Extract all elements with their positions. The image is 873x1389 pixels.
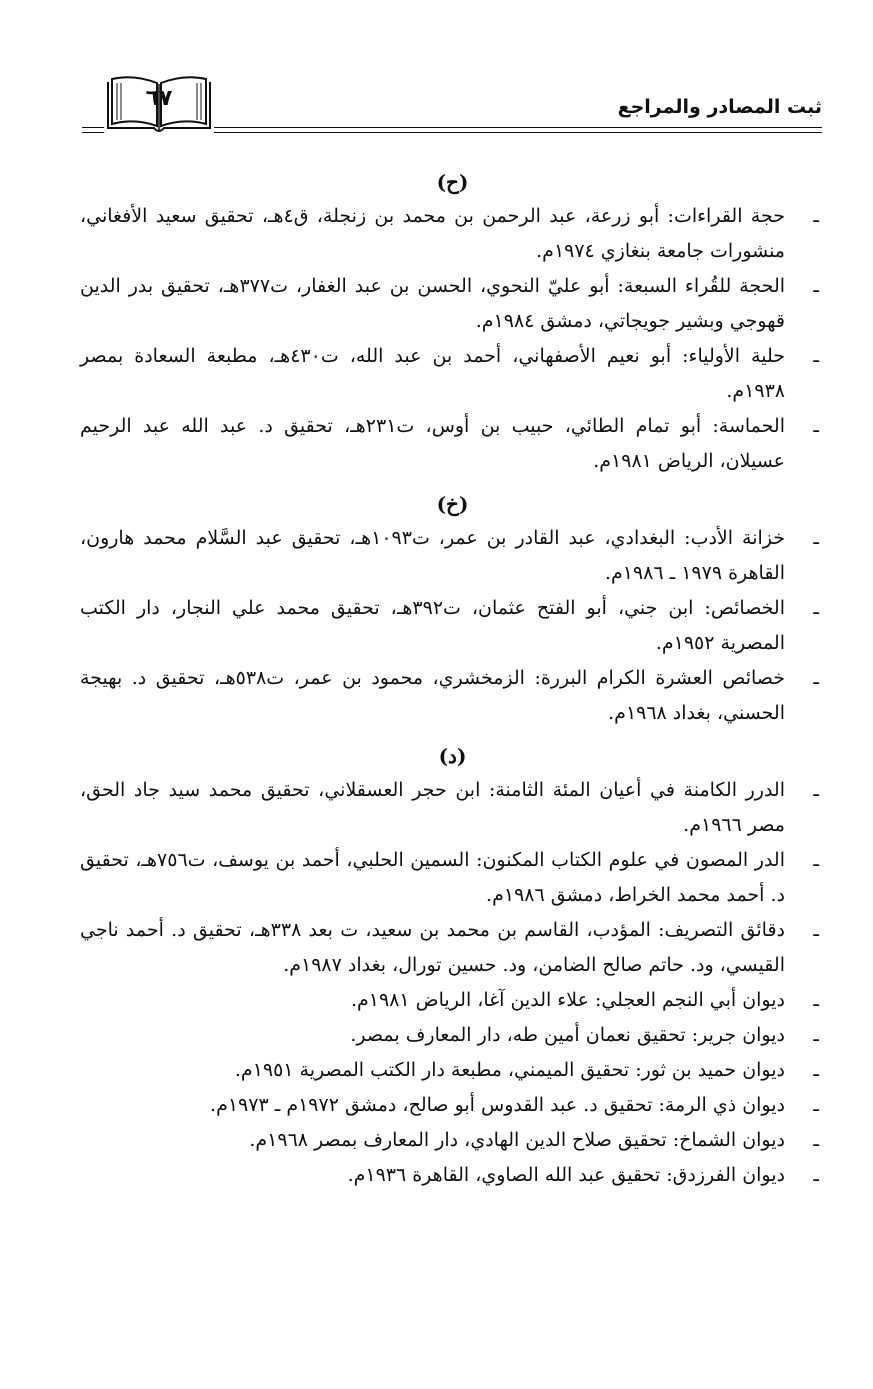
page-header	[82, 72, 822, 142]
list-item	[80, 1088, 825, 1123]
list-bullet: ـ	[813, 275, 819, 297]
list-bullet: ـ	[813, 1094, 819, 1116]
list-item	[80, 1053, 825, 1088]
entry-text: خزانة الأدب: البغدادي، عبد القادر بن عمر، ت١٠٩٣هـ، تحقيق عبد السَّلام محمد هارون، القاهرة ١٩٧٩ ـ ١٩٨٦م.	[80, 527, 785, 584]
entry-text: ديوان الشماخ: تحقيق صلاح الدين الهادي، دار المعارف بمصر ١٩٦٨م.	[249, 1129, 785, 1151]
entry-text: خصائص العشرة الكرام البررة: الزمخشري، محمود بن عمر، ت٥٣٨هـ، تحقيق د. بهيجة الحسني، بغداد ١٩٦٨م.	[80, 667, 786, 724]
list-item	[80, 521, 825, 591]
list-item	[80, 1158, 825, 1193]
section-gap	[80, 731, 825, 739]
list-item	[80, 339, 825, 409]
list-bullet: ـ	[813, 527, 819, 549]
list-bullet: ـ	[813, 1059, 819, 1081]
entry-text: دقائق التصريف: المؤدب، القاسم بن محمد بن سعيد، ت بعد ٣٣٨هـ، تحقيق د. أحمد ناجي القيسي، ود. حاتم صالح الضامن، ود. حسين تورال، بغداد ١٩٨٧م.	[80, 919, 785, 976]
list-item	[80, 773, 825, 843]
list-item	[80, 269, 825, 339]
list-bullet: ـ	[813, 667, 819, 689]
list-item	[80, 983, 825, 1018]
list-bullet: ـ	[813, 849, 819, 871]
section-gap	[80, 479, 825, 487]
list-bullet: ـ	[813, 415, 819, 437]
entry-text: الحماسة: أبو تمام الطائي، حبيب بن أوس، ت٢٣١هـ، تحقيق د. عبد الله عبد الرحيم عسيلان، الرياض ١٩٨١م.	[80, 415, 785, 472]
entry-text: الخصائص: ابن جني، أبو الفتح عثمان، ت٣٩٢هـ، تحقيق محمد علي النجار، دار الكتب المصرية ١٩٥٢م.	[80, 597, 785, 654]
list-bullet: ـ	[813, 989, 819, 1011]
list-item	[80, 199, 825, 269]
list-bullet: ـ	[813, 919, 819, 941]
references-list	[80, 165, 825, 1193]
list-item	[80, 1123, 825, 1158]
section-heading-ha: (ح)	[436, 170, 469, 194]
entry-text: ديوان الفرزدق: تحقيق عبد الله الصاوي، القاهرة ١٩٣٦م.	[347, 1164, 785, 1186]
page-number: ٦٧	[145, 86, 173, 111]
list-item	[80, 409, 825, 479]
entry-text: الدرر الكامنة في أعيان المئة الثامنة: ابن حجر العسقلاني، تحقيق محمد سيد جاد الحق، مصر ١٩٦٦م.	[80, 779, 785, 836]
entry-text: الحجة للقُراء السبعة: أبو عليّ النحوي، الحسن بن عبد الغفار، ت٣٧٧هـ، تحقيق بدر الدين قهوجي وبشير جويجاتي، دمشق ١٩٨٤م.	[80, 275, 786, 332]
list-bullet: ـ	[813, 1129, 819, 1151]
entry-text: ديوان حميد بن ثور: تحقيق الميمني، مطبعة دار الكتب المصرية ١٩٥١م.	[234, 1059, 785, 1081]
list-item	[80, 591, 825, 661]
list-item	[80, 1018, 825, 1053]
list-bullet: ـ	[813, 345, 819, 367]
list-item	[80, 913, 825, 983]
list-item	[80, 843, 825, 913]
entry-text: ديوان جرير: تحقيق نعمان أمين طه، دار المعارف بمصر.	[350, 1024, 785, 1046]
open-book-icon	[104, 74, 214, 136]
entry-text: ديوان ذي الرمة: تحقيق د. عبد القدوس أبو صالح، دمشق ١٩٧٢م ـ ١٩٧٣م.	[210, 1094, 785, 1116]
entry-text: الدر المصون في علوم الكتاب المكنون: السمين الحلبي، أحمد بن يوسف، ت٧٥٦هـ، تحقيق د. أحمد محمد الخراط، دمشق ١٩٨٦م.	[80, 849, 785, 906]
list-bullet: ـ	[813, 1164, 819, 1186]
entry-text: ديوان أبي النجم العجلي: علاء الدين آغا، الرياض ١٩٨١م.	[350, 989, 785, 1011]
entry-text: حجة القراءات: أبو زرعة، عبد الرحمن بن محمد بن زنجلة، ق٤هـ، تحقيق سعيد الأفغاني، منشورات جامعة بنغازي ١٩٧٤م.	[80, 205, 785, 262]
entry-text: حلية الأولياء: أبو نعيم الأصفهاني، أحمد بن عبد الله، ت٤٣٠هـ، مطبعة السعادة بمصر ١٩٣٨م.	[80, 345, 786, 402]
list-bullet: ـ	[813, 205, 819, 227]
running-title: ثبت المصادر والمراجع	[617, 96, 822, 118]
list-bullet: ـ	[813, 597, 819, 619]
list-bullet: ـ	[813, 779, 819, 801]
list-item	[80, 661, 825, 731]
list-bullet: ـ	[813, 1024, 819, 1046]
section-heading-dal: (د)	[438, 744, 467, 768]
section-heading-kha: (خ)	[436, 492, 469, 516]
